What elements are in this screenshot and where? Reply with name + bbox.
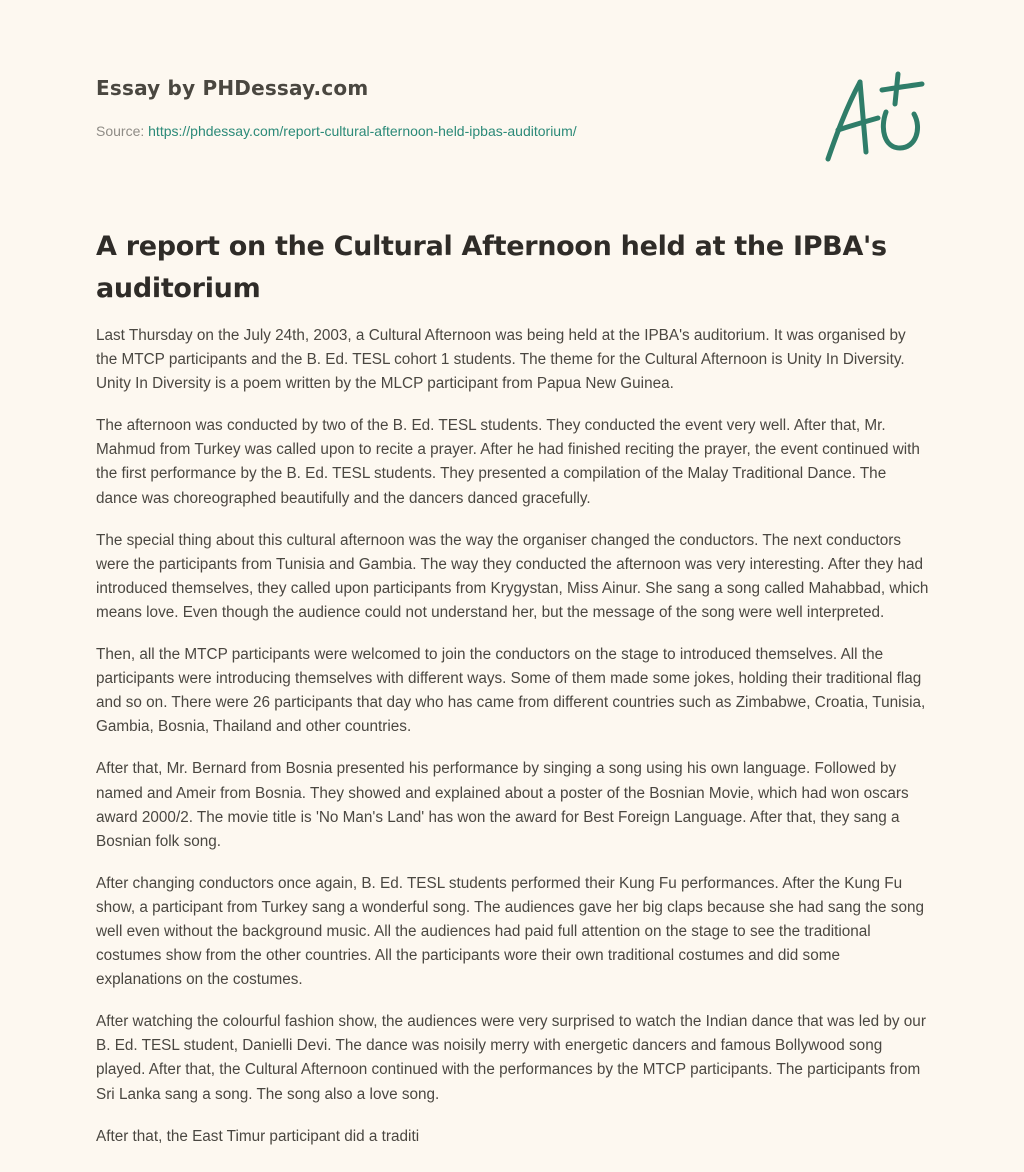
paragraph: After watching the colourful fashion show, the audiences were very surprised to watch the Indian dance that was led by our B. Ed. TESL student, Danielli Devi. The dance was noisily merry with energetic dancers and famous Bollywood song played. After that, the Cultural Afternoon continued with the performances by the MTCP participants. The participants from Sri Lanka sang a song. The song also a love song. (96, 1013, 926, 1103)
source-line (96, 123, 736, 139)
document-body (96, 324, 930, 1167)
page-header (96, 76, 736, 139)
source-label: Source: (96, 123, 145, 139)
site-title: Essay by PHDessay.com (96, 76, 369, 100)
paragraph: After that, Mr. Bernard from Bosnia presented his performance by singing a song using his own language. Followed by named and Ameir from Bosnia. They showed and explained about a poster of the Bosnian Movie, which had won oscars award 2000/2. The movie title is 'No Man's Land' has won the award for Best Foreign Language. After that, they sang a Bosnian folk song. (96, 760, 909, 850)
paragraph: The afternoon was conducted by two of the B. Ed. TESL students. They conducted the event very well. After that, Mr. Mahmud from Turkey was called upon to recite a prayer. After he had finished reciting the prayer, the event continued with the first performance by the B. Ed. TESL students. They presented a compilation of the Malay Traditional Dance. The dance was choreographed beautifully and the dancers danced gracefully. (96, 417, 920, 507)
paragraph-truncated: After that, the East Timur participant did a traditi (96, 1127, 420, 1145)
paragraph: The special thing about this cultural afternoon was the way the organiser changed the conductors. The next conductors were the participants from Tunisia and Gambia. The way they conducted the afternoon was very interesting. After they had introduced themselves, they called upon participants from Krygystan, Miss Ainur. She sang a song called Mahabbad, which means love. Even though the audience could not understand her, but the message of the song were well interpreted. (96, 531, 929, 621)
source-link[interactable]: https://phdessay.com/report-cultural-afternoon-held-ipbas-auditorium/ (148, 123, 577, 139)
paragraph: Last Thursday on the July 24th, 2003, a Cultural Afternoon was being held at the IPBA's auditorium. It was organised by the MTCP participants and the B. Ed. TESL cohort 1 students. The theme for the Cultural Afternoon is Unity In Diversity. Unity In Diversity is a poem written by the MLCP participant from Papua New Guinea. (96, 327, 906, 393)
paragraph: After changing conductors once again, B. Ed. TESL students performed their Kung Fu performances. After the Kung Fu show, a participant from Turkey sang a wonderful song. The audiences gave her big claps because she had sang the song well even without the background music. All the audiences had paid full attention on the stage to see the traditional costumes show from the other countries. All the participants wore their own traditional costumes and did some explanations on the costumes. (96, 874, 924, 989)
paragraph: Then, all the MTCP participants were welcomed to join the conductors on the stage to introduced themselves. All the participants were introducing themselves with different ways. Some of them made some jokes, holding their traditional flag and so on. There were 26 participants that day who has came from different countries such as Zimbabwe, Croatia, Tunisia, Gambia, Bosnia, Thailand and other countries. (96, 646, 926, 736)
a-plus-logo-icon (818, 68, 928, 168)
document-title: A report on the Cultural Afternoon held at the IPBA's auditorium (96, 231, 887, 304)
